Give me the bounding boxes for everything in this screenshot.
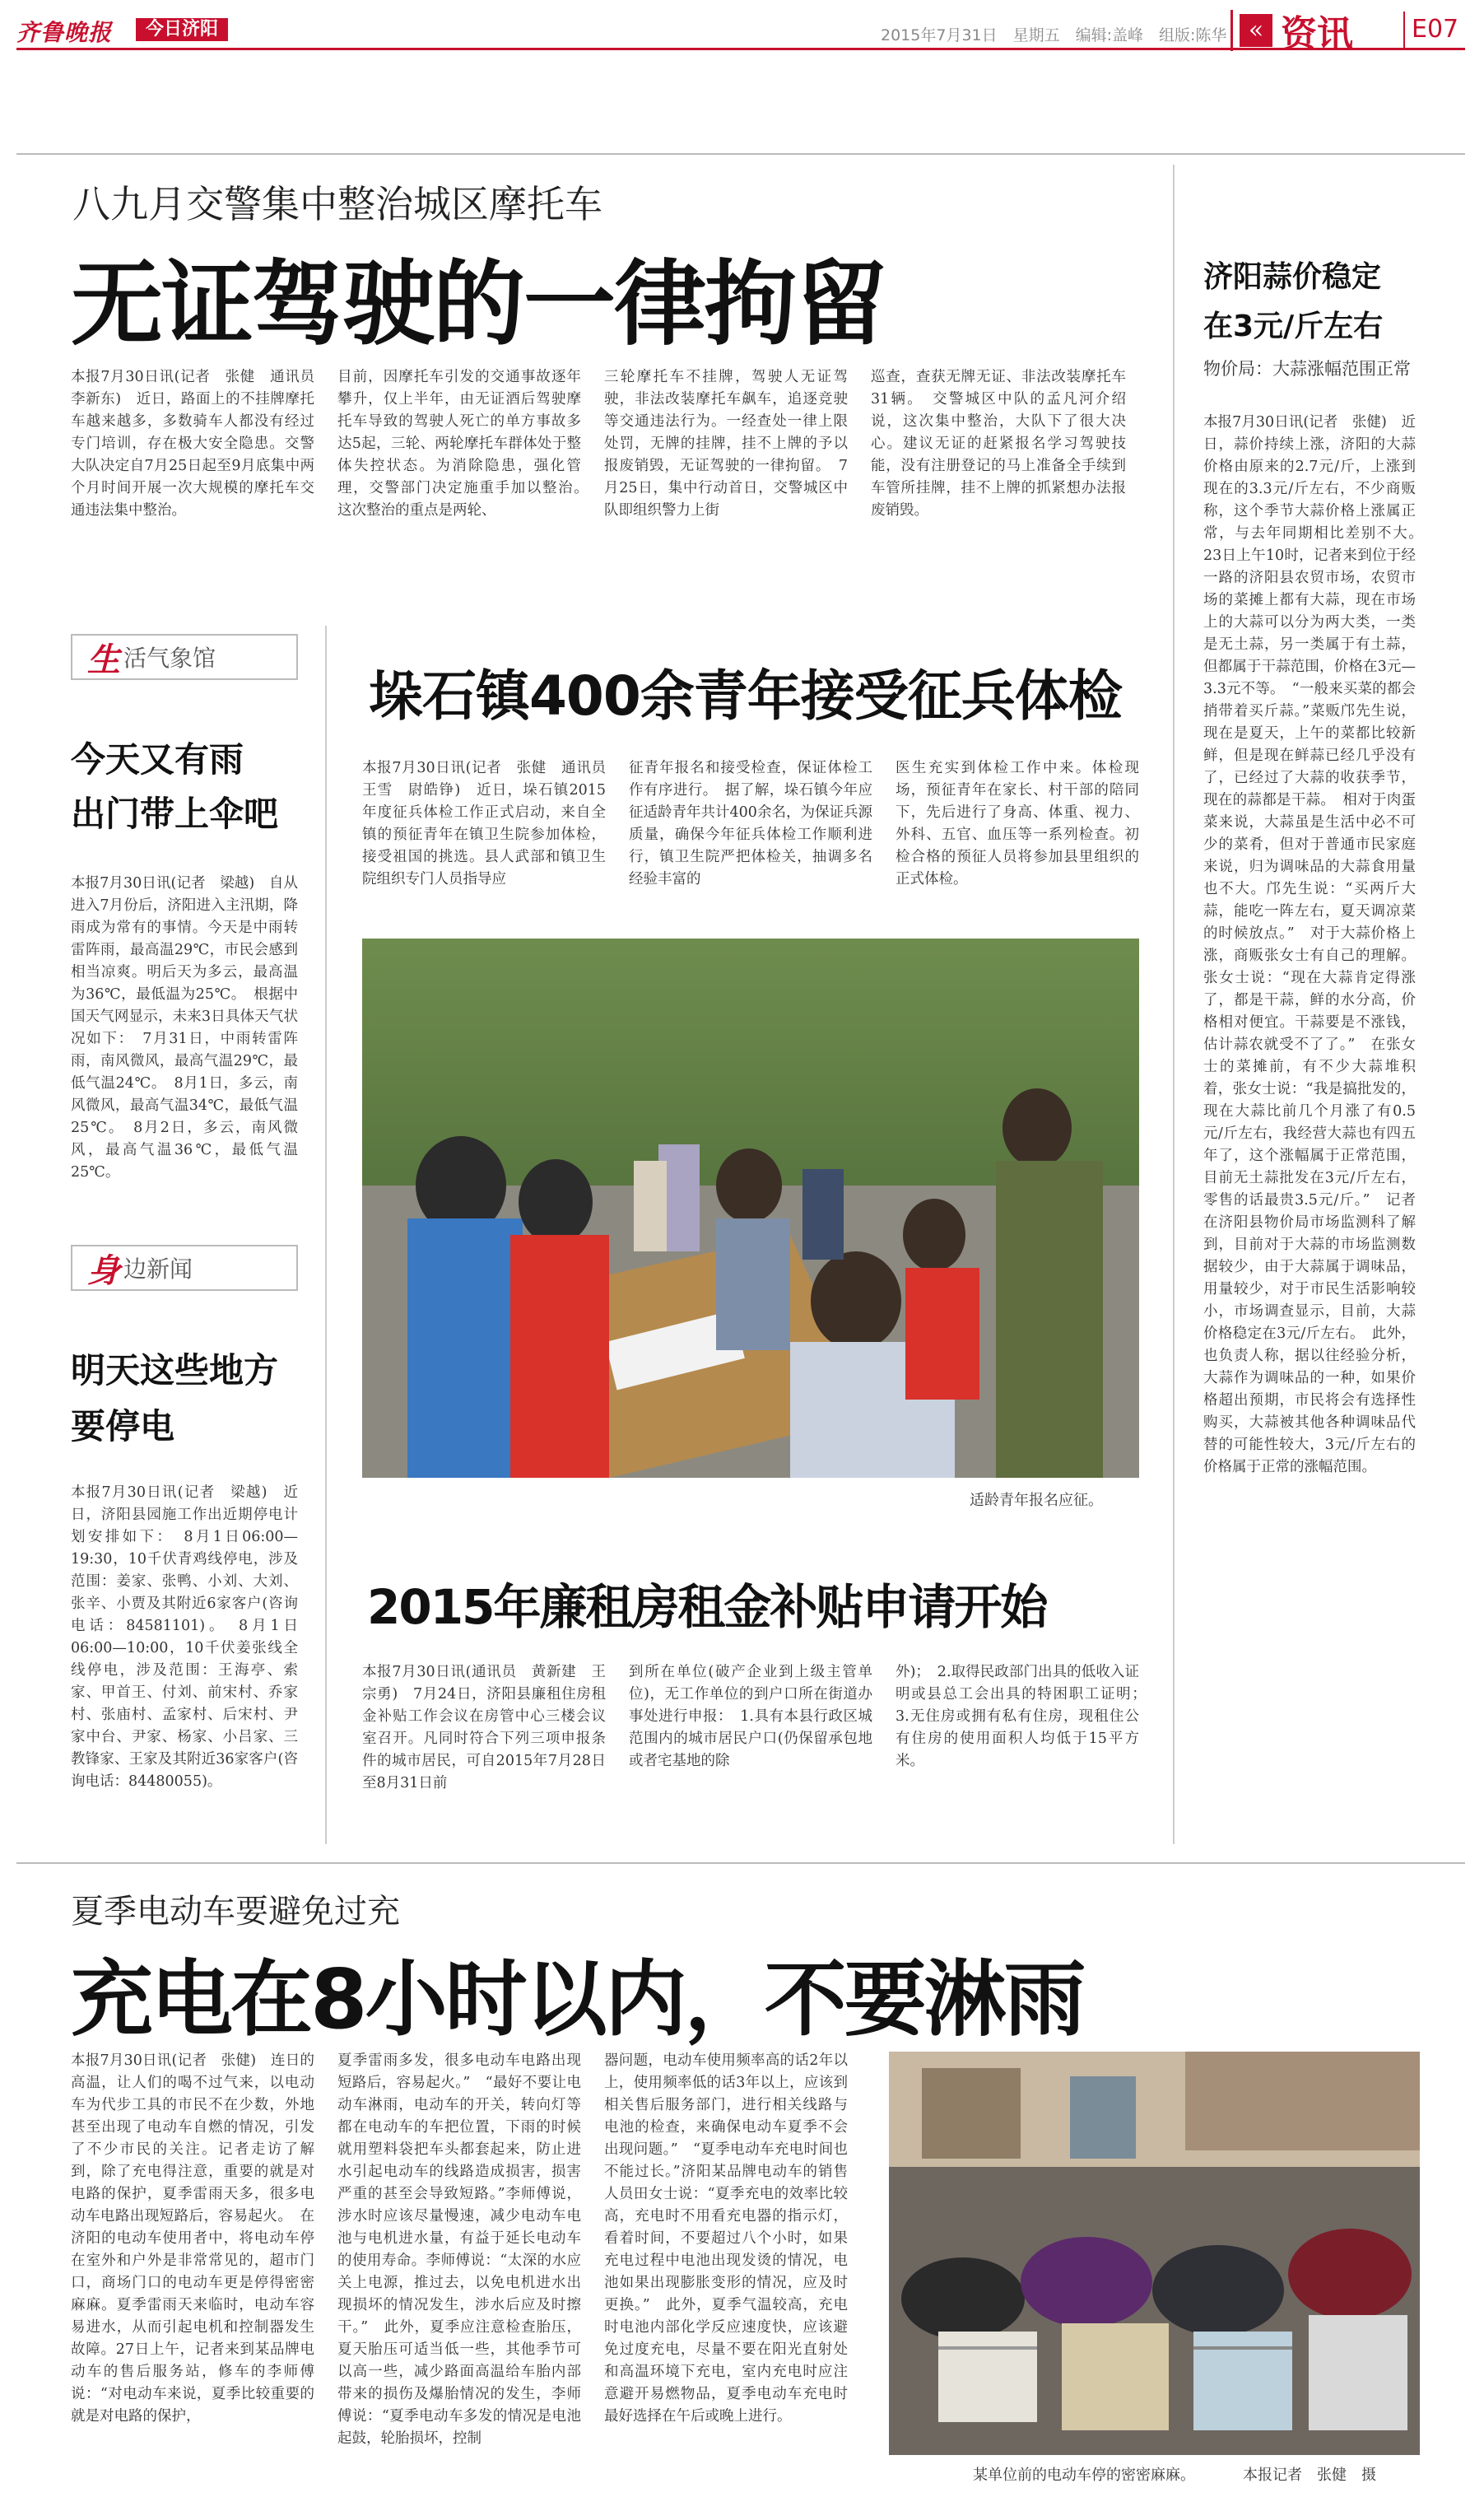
neighborhood-label-rest: 边新闻 — [123, 1256, 193, 1283]
story1-col-2: 目前，因摩托车引发的交通事故逐年攀升，仅上半年，由无证酒后驾驶摩托车导致的驾驶人死亡的单方事故多达5起，三轮、两轮摩托车群体处于整体失控状态。为消除隐患，强化管理，交警部门决定施重手加以整治。 这次整治的重点是两轮、 — [337, 369, 596, 519]
story4-col-1: 本报7月30日讯(记者 张健) 连日的高温，让人们的喝不过气来，以电动车为代步工具的市民不在少数，外地甚至出现了电动车自燃的情况，引发了不少市民的关注。记者走访了解到，除了充电得注意，重要的就是对电路的保护，夏季雷雨天多，很多电动车电路出现短路后，容易起火。 在济阳的电动车使用者中，将电动车停在室外和户外是非常常见的，超市门口，商场门口的电动车更是停得密密麻麻。夏季雷雨天来临时，电动车容易进水，从而引起电机和控制器发生故障。27日上午，记者来到某品牌电动车的售后服务站，修车的李师傅说：“对电动车来说，夏季比较重要的就是对电路的保护， — [71, 2052, 314, 2425]
story3-col-3: 外)； 2.取得民政部门出具的低收入证明或县总工会出具的特困职工证明； 3.无住房或拥有私有住房，现租住公有住房的使用面积人均低于15平方米。 — [896, 1664, 1154, 1769]
recruitment-photo — [362, 939, 1139, 1478]
story4-headline: 充电在8小时以内，不要淋雨 — [71, 1951, 1084, 2047]
story4-col-3: 器问题，电动车使用频率高的话2年以上，使用频率低的话3年以上，应该到相关售后服务部门，进行相关线路与电池的检查，来确保电动车夏季不会出现问题。” “夏季电动车充电时间也不能过长。”济阳某品牌电动车的销售人员田女士说：“夏季充电的效率比较高，充电时不用看充电器的指示灯，看着时间，不要超过八个小时，如果充电过程中电池出现发烫的情况，电池如果出现膨胀变形的情况，应及时更换。” 此外，夏季气温较高，充电时电池内部化学反应速度快，应该避免过度充电，尽量不要在阳光直射处和高温环境下充电，室内充电时应注意避开易燃物品，夏季电动车充电时最好选择在午后或晚上进行。 — [604, 2052, 848, 2425]
ebike-photo — [889, 2052, 1420, 2455]
recruitment-photo-illustration — [362, 939, 1139, 1478]
weather-headline-line2: 出门带上伞吧 — [71, 794, 279, 834]
power-body: 本报7月30日讯(记者 梁越) 近日，济阳县园施工作出近期停电计划安排如下： 8月1日06:00—19:30，10千伏青鸡线停电，涉及范围：姜家、张鸭、小刘、大刘、张辛、小贾及其附近6家客户(咨询电话：84581101)。 8月1日06:00—10:00，10千伏姜张线全线停电，涉及范围：王海亭、索家、甲首王、付刘、前宋村、乔家村、张庙村、孟家村、后宋村、尹家中台、尹家、杨家、小吕家、三教锋家、王家及其附近36家客户(咨询电话：84480055)。 — [71, 1484, 298, 1790]
ebike-photo-caption: 某单位前的电动车停的密密麻麻。 — [973, 2467, 1195, 2484]
story1-col-3: 三轮摩托车不挂牌，驾驶人无证驾驶，非法改装摩托车飙车，追逐竞驶等交通违法行为。一经查处一律上限处罚，无牌的挂牌，挂不上牌的予以报废销毁，无证驾驶的一律拘留。 7月25日，集中行动首日，交警城区中队即组织警力上街 — [604, 369, 848, 519]
recruitment-photo-caption: 适龄青年报名应征。 — [970, 1492, 1103, 1509]
power-headline-line2: 要停电 — [71, 1406, 175, 1447]
neighborhood-label-initial: 身 — [87, 1251, 120, 1290]
weather-section-label — [71, 634, 298, 680]
garlic-headline-line1: 济阳蒜价稳定 — [1203, 260, 1382, 294]
story1-col-4: 巡查，查获无牌无证、非法改装摩托车31辆。 交警城区中队的孟凡河介绍说，这次集中整治，大队下了很大决心。建议无证的赶紧报名学习驾驶技能，没有注册登记的马上准备全手续到车管所挂牌，挂不上牌的抓紧想办法报废销毁。 — [871, 369, 1126, 519]
masthead-logo: 齐鲁晚报 — [16, 19, 113, 46]
story1-headline: 无证驾驶的一律拘留 — [71, 251, 886, 358]
section-divider — [16, 1862, 1465, 1864]
story2-col-3: 医生充实到体检工作中来。体检现场，预征青年在家长、村干部的陪同下，先后进行了身高、体重、视力、外科、五官、血压等一系列检查。初检合格的预征人员将参加县里组织的正式体检。 — [896, 760, 1139, 887]
garlic-headline-line2: 在3元/斤左右 — [1203, 310, 1384, 343]
section-tab — [1230, 10, 1399, 55]
garlic-subhead: 物价局：大蒜涨幅范围正常 — [1203, 359, 1411, 379]
column-divider — [325, 626, 327, 1844]
page-number: E07 — [1412, 15, 1459, 44]
weather-body: 本报7月30日讯(记者 梁越) 自从进入7月份后，济阳进入主汛期，降雨成为常有的事情。今天是中雨转雷阵雨，最高温29℃，市民会感到相当凉爽。明后天为多云，最高温为36℃，最低温为25℃。 根据中国天气网显示，未来3日具体天气状况如下： 7月31日，中雨转雷阵雨，南风微风，最高气温29℃，最低气温24℃。 8月1日，多云，南风微风，最高气温34℃，最低气温25℃。 8月2日，多云，南风微风，最高气温36℃，最低气温25℃。 — [71, 875, 298, 1181]
story4-col-2: 夏季雷雨多发，很多电动车电路出现短路后，容易起火。” “最好不要让电动车淋雨，电动车的开关，转向灯等都在电动车的车把位置，下雨的时候就用塑料袋把车头都套起来，防止进水引起电动车的线路造成损害，损害严重的甚至会导致短路。”李师傅说，涉水时应该尽量慢速，减少电动车电池与电机进水量，有益于延长电动车的使用寿命。李师傅说：“太深的水应关上电源，推过去，以免电机进水出现损坏的情况发生，涉水后应及时擦干。” 此外，夏季应注意检查胎压，夏天胎压可适当低一些，其他季节可以高一些，减少路面高温给车胎内部带来的损伤及爆胎情况的发生，李师傅说：“夏季电动车多发的情况是电池起鼓，轮胎损坏，控制 — [337, 2052, 581, 2447]
page-number-divider — [1403, 12, 1405, 48]
power-headline-line1: 明天这些地方 — [71, 1350, 279, 1391]
weather-label-rest: 活气象馆 — [123, 645, 216, 672]
story3-col-1: 本报7月30日讯(通讯员 黄新建 王宗勇) 7月24日，济阳县廉租住房租金补贴工作会议在房管中心三楼会议室召开。凡同时符合下列三项申报条件的城市居民，可自2015年7月28日至8月31日前 — [362, 1664, 606, 1791]
ebike-photo-illustration — [889, 2052, 1420, 2455]
story2-headline: 垛石镇400余青年接受征兵体检 — [369, 664, 1122, 728]
weather-label-initial: 生 — [87, 640, 120, 679]
story4-kicker: 夏季电动车要避免过充 — [71, 1893, 400, 1931]
neighborhood-section-label — [71, 1245, 298, 1291]
section-tab-label: 资讯 — [1281, 13, 1353, 55]
double-chevron-left-icon: « — [1240, 14, 1272, 47]
story3-col-2: 到所在单位(破产企业到上级主管单位)，无工作单位的到户口所在街道办事处进行申报： 1.具有本县行政区城范围内的城市居民户口(仍保留承包地或者宅基地的除 — [629, 1664, 872, 1769]
column-divider — [1173, 165, 1175, 1844]
garlic-body: 本报7月30日讯(记者 张健) 近日，蒜价持续上涨，济阳的大蒜价格由原来的2.7元/斤，上涨到现在的3.3元/斤左右，不少商贩称，这个季节大蒜价格上涨属正常，与去年同期相比差别不大。 23日上午10时，记者来到位于经一路的济阳县农贸市场，农贸市场的菜摊上都有大蒜，现在市场上的大蒜可以分为两大类，一类是无土蒜，另一类属于有土蒜，但都属于干蒜范围，价格在3元—3.3元不等。 “一般来买菜的都会捎带着买斤蒜。”菜贩邝先生说，现在是夏天，上午的菜都比较新鲜，但是现在鲜蒜已经几乎没有了，已经过了大蒜的收获季节，现在的蒜都是干蒜。 相对于肉蛋菜来说，大蒜虽是生活中必不可少的菜肴，但对于普通市民家庭来说，归为调味品的大蒜食用量也不大。邝先生说：“买两斤大蒜，能吃一阵左右，夏天调凉菜的时候放点。” 对于大蒜价格上涨，商贩张女士有自己的理解。张女士说：“现在大蒜肯定得涨了，都是干蒜，鲜的水分高，价格相对便宜。干蒜要是不涨钱，估计蒜农就受不了了。” 在张女士的菜摊前，有不少大蒜堆积着，张女士说：“我是搞批发的，现在大蒜比前几个月涨了有0.5元/斤左右，我经营大蒜也有四五年了，这个涨幅属于正常范围，目前无土蒜批发在3元/斤左右，零售的话最贵3.5元/斤。” 记者在济阳县物价局市场监测科了解到，目前对于大蒜的市场监测数据较少，由于大蒜属于调味品，用量较少，对于市民生活影响较小，市场调查显示，目前，大蒜价格稳定在3元/斤左右。 此外，也负责人称，据以往经验分析，大蒜作为调味品的一种，如果价格超出预期，市民将会有选择性购买，大蒜被其他各种调味品代替的可能性较大，3元/斤左右的价格属于正常的涨幅范围。 — [1203, 414, 1431, 1475]
masthead-section-name: 今日济阳 — [136, 18, 228, 41]
header-divider — [16, 153, 1465, 155]
weather-headline-line1: 今天又有雨 — [71, 739, 244, 780]
story3-headline: 2015年廉租房租金补贴申请开始 — [367, 1579, 1047, 1635]
story1-kicker: 八九月交警集中整治城区摩托车 — [72, 182, 602, 226]
story2-col-2: 征青年报名和接受检查，保证体检工作有序进行。 据了解，垛石镇今年应征适龄青年共计400余名，为保证兵源质量，确保今年征兵体检工作顺利进行，镇卫生院严把体检关，抽调多名经验丰富的 — [629, 760, 872, 887]
story1-col-1: 本报7月30日讯(记者 张健 通讯员 李新东) 近日，路面上的不挂牌摩托车越来越多，多数骑车人都没有经过专门培训，存在极大安全隐患。交警大队决定自7月25日起至9月底集中两个月时间开展一次大规模的摩托车交通违法集中整治。 — [71, 369, 329, 519]
masthead-meta: 2015年7月31日 星期五 编辑:盖峰 组版:陈华 — [881, 26, 1227, 44]
story2-col-1: 本报7月30日讯(记者 张健 通讯员 王雪 尉皓铮) 近日，垛石镇2015年度征兵体检工作正式启动，来自全镇的预征青年在镇卫生院参加体检，接受祖国的挑选。县人武部和镇卫生院组织专门人员指导应 — [362, 760, 621, 887]
ebike-photo-credit: 本报记者 张健 摄 — [1243, 2467, 1376, 2484]
